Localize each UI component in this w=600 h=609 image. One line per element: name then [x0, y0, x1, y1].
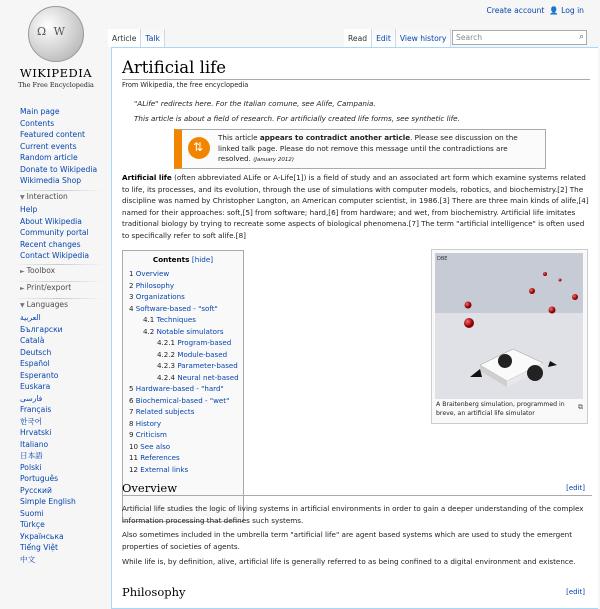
svg-text:DBE: DBE — [437, 256, 448, 262]
toc-item-label: Related subjects — [135, 407, 195, 416]
toc-item-number: 2 — [129, 280, 134, 290]
logo-subtitle: The Free Encyclopedia — [18, 81, 94, 89]
toc-item[interactable] — [129, 430, 167, 439]
lang-item[interactable]: 한국어 — [20, 416, 43, 426]
lang-item[interactable]: Hrvatski — [20, 428, 52, 437]
braitenberg-simulation-image[interactable] — [435, 253, 583, 399]
nav-item-donate[interactable]: Donate to Wikipedia — [20, 164, 98, 174]
nav-item-help[interactable]: Help — [20, 205, 38, 214]
user-icon: 👤 — [549, 6, 559, 15]
toc-item-number: 10 — [129, 441, 139, 451]
toc-item-number: 12 — [129, 464, 139, 474]
tab-read[interactable]: Read — [344, 29, 372, 47]
portal-divider — [12, 298, 104, 299]
nav-item-contact[interactable]: Contact Wikipedia — [20, 251, 89, 260]
figure-caption: A Braitenberg simulation, programmed in breve, an artificial life simulator — [436, 401, 565, 417]
toc-item[interactable] — [129, 442, 170, 451]
search-placeholder: Search — [456, 33, 483, 42]
toc-item-number: 4 — [129, 303, 134, 313]
lang-item[interactable]: Euskara — [20, 382, 51, 391]
toc-item-label: External links — [140, 464, 189, 474]
hatnote-redirect: "ALife" redirects here. For the Italian comune, see Alife, Campania. — [134, 99, 376, 108]
toc-item-label: Organizations — [135, 292, 185, 301]
lang-item[interactable]: Esperanto — [20, 370, 59, 380]
title-divider — [122, 79, 590, 80]
lang-item[interactable]: Español — [20, 359, 50, 368]
toc-item-label: Overview — [135, 269, 170, 278]
section-heading-philosophy: Philosophy — [122, 585, 186, 599]
notice-strong: appears to contradict another article — [259, 133, 411, 142]
notice-pre: This article — [218, 133, 260, 142]
toc-item-number: 6 — [129, 395, 134, 405]
lang-item[interactable]: فارسی — [20, 393, 43, 403]
toc-item[interactable] — [129, 292, 185, 301]
nav-item-community-portal[interactable]: Community portal — [20, 228, 89, 237]
toc-title-label: Contents — [152, 255, 190, 264]
expand-triangle-icon: ▼ — [20, 302, 25, 309]
toc-item-number: 8 — [129, 418, 134, 428]
lang-item[interactable]: Français — [20, 405, 52, 414]
toc-item-label: Program-based — [177, 338, 232, 347]
edit-section-overview[interactable]: [edit] — [566, 484, 585, 492]
notice-text — [218, 133, 538, 166]
lang-item[interactable]: Deutsch — [20, 347, 52, 357]
toc-item-label: Criticism — [135, 430, 167, 439]
toc-title — [123, 255, 243, 264]
puzzle-globe-icon — [28, 6, 84, 62]
toc-item-label: Techniques — [156, 315, 196, 324]
edit-section-philosophy[interactable]: [edit] — [566, 588, 585, 596]
contradiction-notice — [174, 129, 546, 169]
portal-divider — [12, 190, 104, 191]
toc-item-number: 4.2.1 — [157, 338, 176, 347]
tab-article[interactable]: Article — [108, 29, 141, 47]
intro-bold-term: Artificial life — [122, 173, 172, 182]
toc-item-label: Notable simulators — [156, 326, 224, 336]
toc-item-number: 4.2.2 — [157, 349, 176, 359]
overview-paragraph-3: While life is, by definition, alive, artificial life is generally referred to as being confined to a digital environment and existence. — [122, 557, 576, 566]
tab-edit[interactable]: Edit — [372, 29, 396, 47]
tab-view-history[interactable]: View history — [396, 29, 452, 47]
toc-item-number: 1 — [129, 269, 134, 278]
toc-item-number: 4.2 — [143, 326, 155, 336]
notice-post: . Please see discussion on the linked talk page. Please do not remove this message until the contradictions are resolved. — [218, 133, 518, 163]
toc-item[interactable] — [129, 384, 224, 393]
toc-item-label: Philosophy — [135, 280, 175, 290]
lang-item[interactable]: Italiano — [20, 439, 49, 449]
languages-heading[interactable] — [20, 300, 68, 309]
figure-thumbnail — [431, 249, 588, 424]
portal-divider — [12, 281, 104, 282]
lang-item[interactable]: 中文 — [20, 554, 36, 564]
toc-item[interactable] — [129, 304, 218, 313]
toc-item-number: 4.1 — [143, 315, 155, 324]
login-link[interactable]: Log in — [561, 6, 584, 15]
search-icon[interactable]: ⌕ — [578, 32, 584, 42]
site-subtitle: From Wikipedia, the free encyclopedia — [122, 81, 249, 89]
lang-item[interactable]: Polski — [20, 462, 42, 472]
toc-item[interactable] — [157, 373, 239, 382]
view-tabs — [344, 29, 451, 47]
lang-item[interactable]: Português — [20, 474, 59, 483]
lang-item[interactable]: Tiếng Việt — [20, 543, 59, 552]
toolbox-heading-label: Toolbox — [26, 266, 56, 275]
section-heading-overview: Overview — [122, 481, 178, 495]
toc-item[interactable] — [157, 338, 231, 347]
search-input[interactable] — [452, 30, 587, 45]
overview-paragraph-1: Artificial life studies the logic of living systems in artificial environments in order to gain a deeper understanding of the complex information processing that defines such systems. — [122, 504, 584, 525]
toc-item-label: See also — [140, 441, 171, 451]
main-navigation — [20, 106, 110, 187]
lang-item[interactable]: Türkçe — [20, 520, 45, 529]
toc-hide-toggle[interactable]: [hide] — [191, 255, 214, 264]
interaction-heading-label: Interaction — [26, 192, 68, 201]
wikipedia-logo[interactable] — [14, 6, 98, 94]
lang-item[interactable]: Українська — [20, 531, 64, 541]
sidebar — [0, 0, 112, 600]
toc-item-label: Module-based — [177, 349, 228, 359]
page-title: Artificial life — [122, 58, 227, 77]
collapse-triangle-icon: ► — [20, 285, 25, 292]
print-export-heading-label: Print/export — [26, 283, 72, 292]
contradict-icon — [188, 137, 210, 159]
toc-item-number: 4.2.3 — [157, 361, 176, 370]
nav-item-about[interactable]: About Wikipedia — [20, 216, 82, 226]
nav-item-random-article[interactable]: Random article — [20, 153, 78, 162]
toolbox-heading[interactable] — [20, 266, 55, 275]
hatnote-disambiguation: This article is about a field of research. For artificially created life forms, see synthetic life. — [134, 114, 460, 123]
toc-item[interactable] — [157, 350, 227, 359]
intro-paragraph — [122, 172, 592, 241]
toc-item[interactable] — [129, 453, 180, 462]
toc-item-number: 11 — [129, 453, 139, 462]
article-content — [111, 47, 598, 609]
toc-item-label: History — [135, 418, 162, 428]
nav-item-current-events[interactable]: Current events — [20, 141, 77, 151]
namespace-tabs — [108, 29, 165, 47]
logo-title: WIKIPEDIA — [19, 66, 93, 80]
toc-item-label: Parameter-based — [177, 361, 238, 370]
interaction-menu — [20, 204, 110, 262]
lang-item[interactable]: Русский — [20, 485, 52, 495]
section-divider — [122, 495, 592, 496]
toc-item[interactable] — [129, 407, 194, 416]
toc-item-number: 7 — [129, 407, 134, 416]
nav-item-featured-content[interactable]: Featured content — [20, 130, 86, 139]
nav-item-wikimedia-shop[interactable]: Wikimedia Shop — [20, 176, 82, 185]
toc-item-number: 5 — [129, 384, 134, 393]
nav-item-main-page[interactable]: Main page — [20, 107, 60, 116]
nav-item-recent-changes[interactable]: Recent changes — [20, 239, 81, 249]
toc-item[interactable] — [129, 269, 169, 278]
expand-triangle-icon: ▼ — [20, 194, 25, 201]
tab-talk[interactable]: Talk — [141, 29, 165, 47]
languages-heading-label: Languages — [26, 300, 69, 309]
lang-item[interactable]: العربية — [20, 313, 41, 322]
interaction-heading[interactable] — [20, 192, 68, 201]
lang-item[interactable]: 日本語 — [20, 451, 43, 460]
languages-list — [20, 312, 110, 565]
toc-item-label: Neural net-based — [177, 372, 239, 382]
lang-item[interactable]: Suomi — [20, 508, 44, 518]
print-export-heading[interactable] — [20, 283, 71, 292]
intro-text: (often abbreviated ALife or A-Life[1]) is a field of study and an associated art form which examine systems related to life, its processes, and its evolution, through the use of simulations with computer models, robotics, and biochemistry.[2] The discipline was named by Christopher Langton, an American computer scientist, in 1986.[3] There are three main kinds of alife,[4] named for their approaches: soft,[5] from software; hard,[6] from hardware; and wet, from biochemistry. Artificial life imitates traditional biology by trying to recreate some aspects of biological phenomena.[7] The term "artificial intelligence" is often used to specifically refer to soft alife.[8] — [122, 173, 589, 240]
toc-item-number: 4.2.4 — [157, 372, 176, 382]
toc-item[interactable] — [129, 396, 229, 405]
toc-item[interactable] — [143, 315, 196, 324]
create-account-link[interactable]: Create account — [486, 6, 545, 15]
toc-item-number: 3 — [129, 292, 134, 301]
toc-item-label: References — [140, 453, 180, 462]
toc-item-label: Biochemical-based - "wet" — [135, 395, 230, 405]
portal-divider — [12, 264, 104, 265]
toc-item-label: Software-based - "soft" — [135, 303, 218, 313]
lang-item[interactable]: Simple English — [20, 497, 76, 506]
enlarge-icon[interactable]: ⧉ — [578, 403, 583, 411]
toc-item-number: 9 — [129, 430, 134, 439]
toc-item[interactable] — [157, 361, 238, 370]
notice-date: (January 2012) — [253, 157, 295, 163]
personal-tools — [486, 6, 584, 15]
lang-item[interactable]: Български — [20, 324, 63, 334]
lang-item[interactable]: Català — [20, 336, 45, 345]
toc-item[interactable] — [143, 327, 224, 336]
nav-item-contents[interactable]: Contents — [20, 118, 55, 128]
toc-item[interactable] — [129, 281, 174, 290]
toc-item-label: Hardware-based - "hard" — [135, 384, 224, 393]
overview-paragraph-2: Also sometimes included in the umbrella term "artificial life" are agent based systems which are used to study the emergent properties of societies of agents. — [122, 530, 573, 551]
toc-item[interactable] — [129, 419, 161, 428]
collapse-triangle-icon: ► — [20, 268, 25, 275]
toc-item[interactable] — [129, 465, 188, 474]
